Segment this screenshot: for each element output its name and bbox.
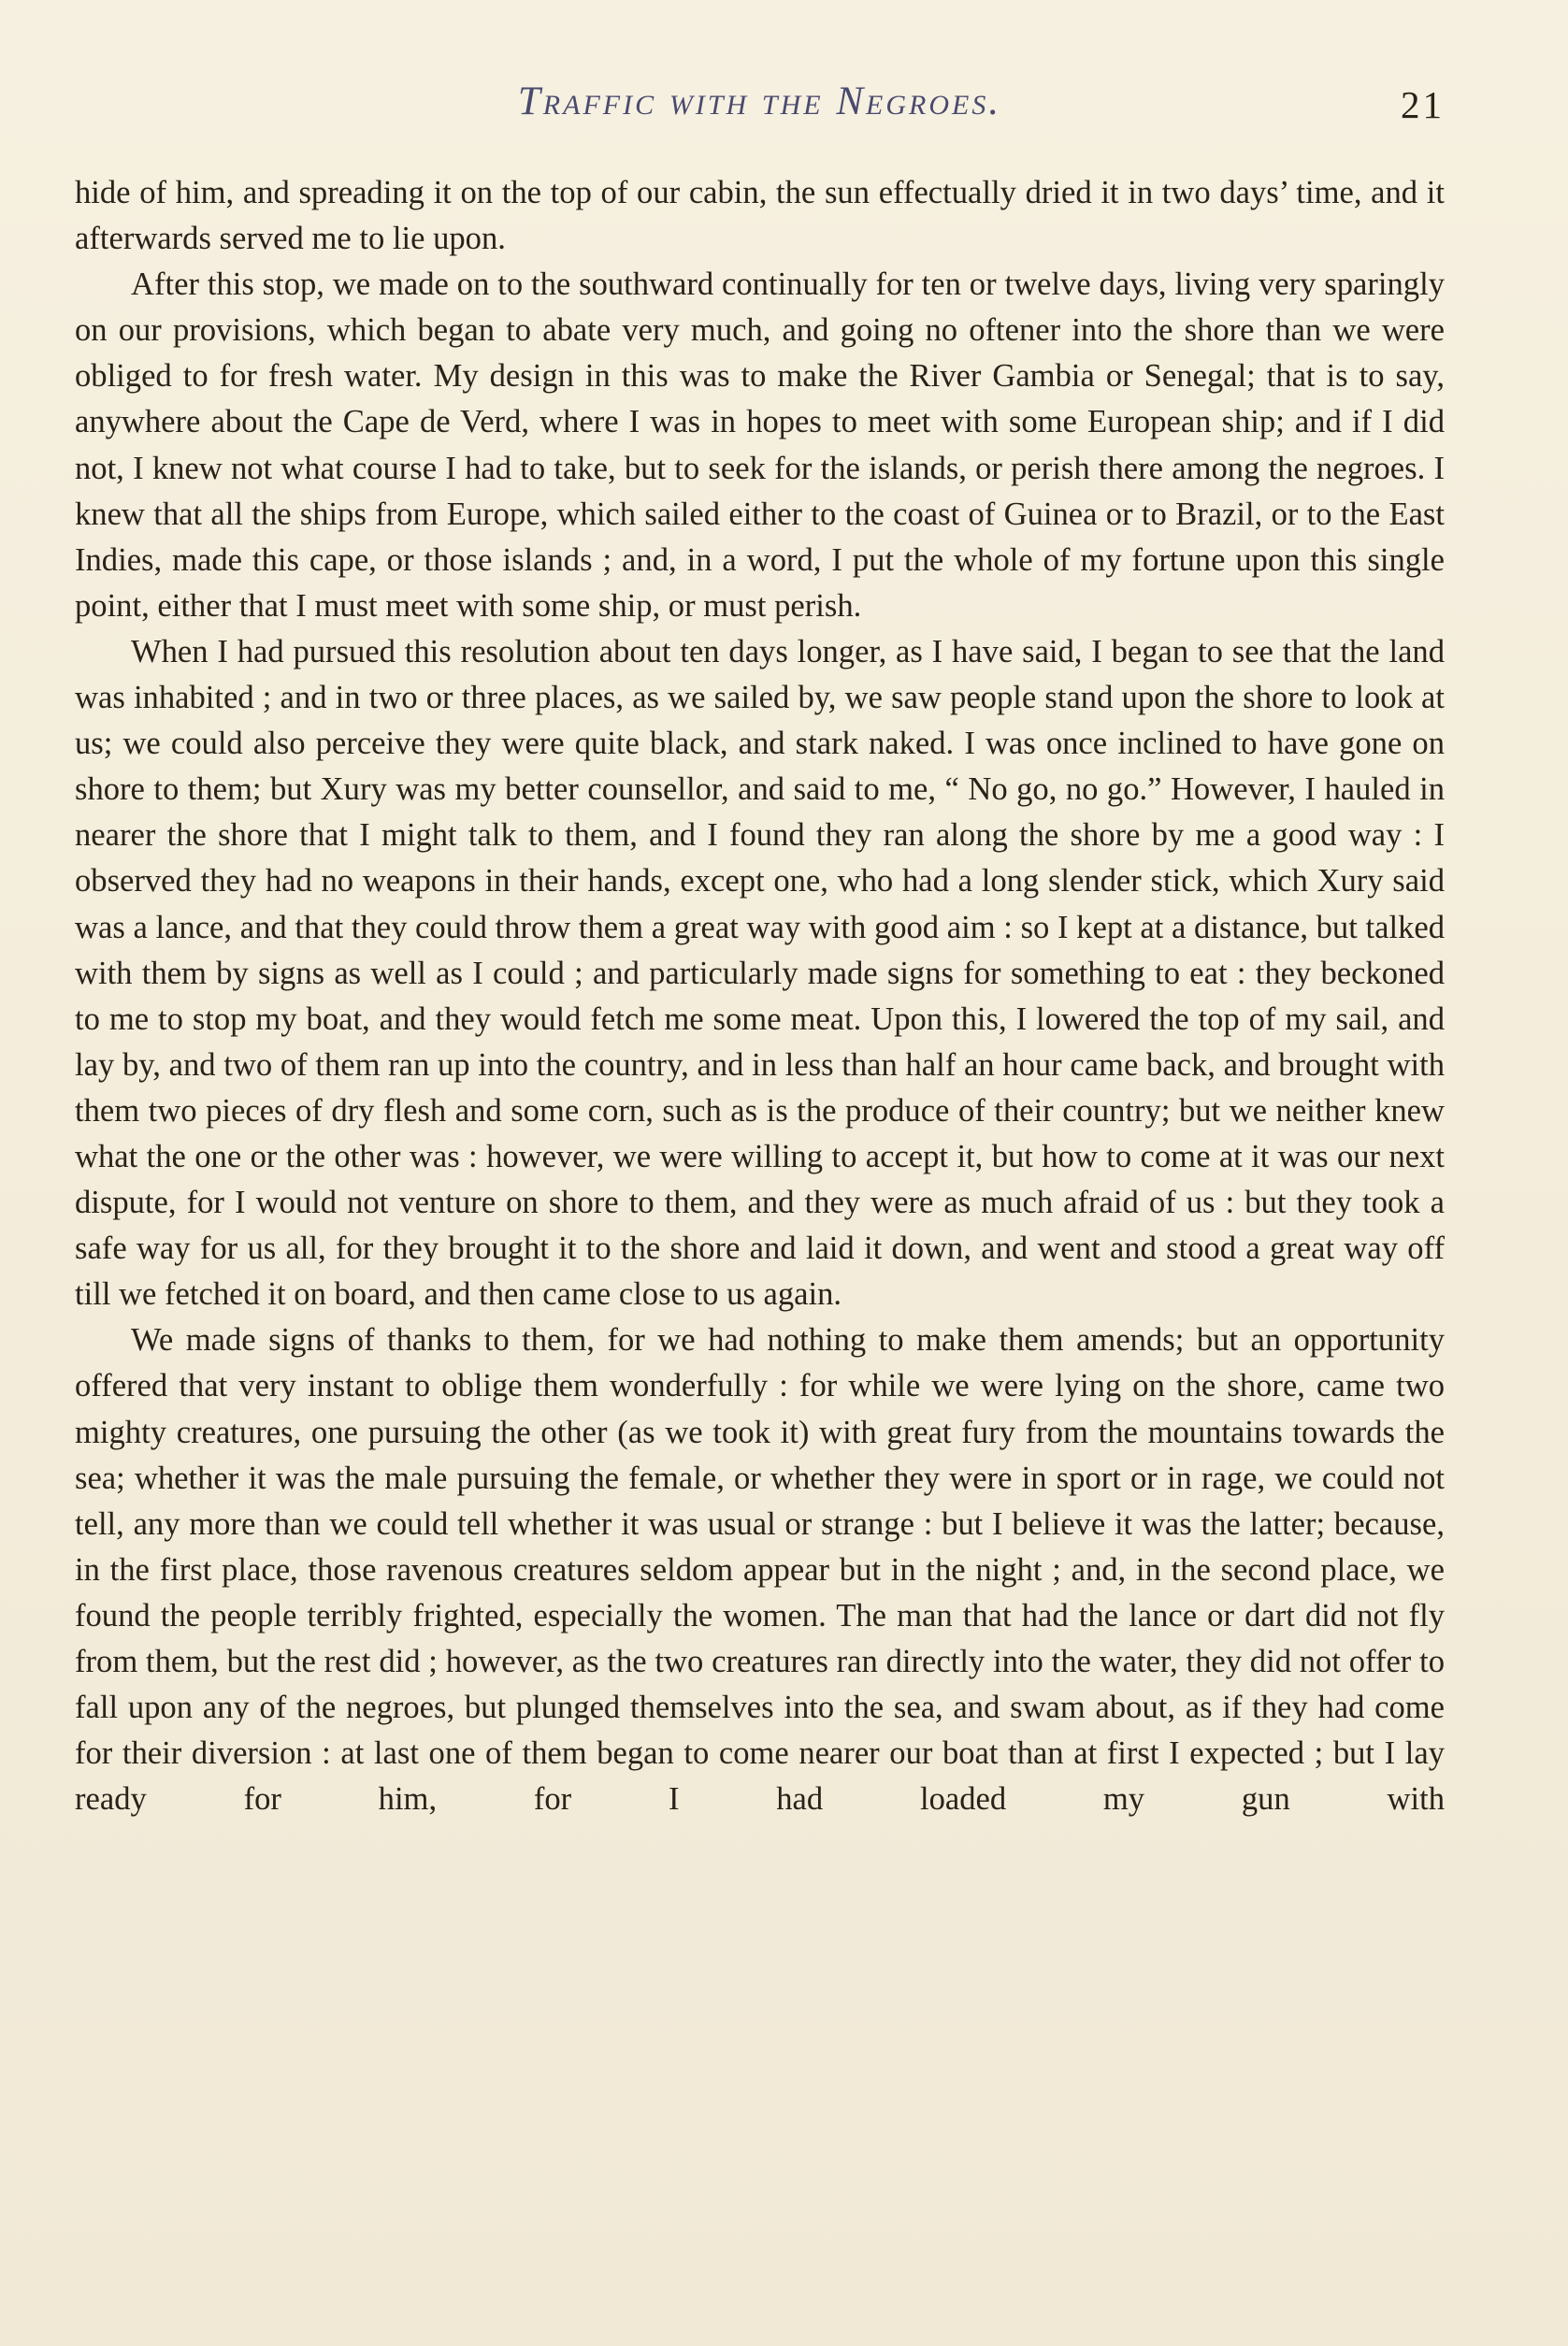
page-number: 21 [1401, 83, 1445, 126]
paragraph-4: We made signs of thanks to them, for we had nothing to make them amends; but an opportunity offered that very instant to oblige them wonderfully : for while we were lying on the shore, came two mighty creatures, one pursuing the other (as we took it) with great fury from the mountains towards the sea; whether it was the male pursuing the female, or whether they were in sport or in rage, we could not tell, any more than we could tell whether it was usual or strange : but I believe it was the latter; because, in the first place, those ravenous creatures seldom appear but in the night ; and, in the second place, we found the people terribly frighted, especially the women. The man that had the lance or dart did not fly from them, but the rest did ; however, as the two creatures ran directly into the water, they did not offer to fall upon any of the negroes, but plunged themselves into the sea, and swam about, as if they had come for their diversion : at last one of them began to come nearer our boat than at first I expected ; but I lay ready for him, for I had loaded my gun with [75, 1322, 1445, 1818]
paragraph-1: hide of him, and spreading it on the top of our cabin, the sun effectually dried it in two days’ time, and it afterwards served me to lie upon. [75, 175, 1445, 257]
running-title: Traffic with the Negroes. [517, 79, 1002, 123]
paragraph-2: After this stop, we made on to the southward continually for ten or twelve days, living very sparingly on our provisions, which began to abate very much, and going no oftener into the shore than we were obliged to for fresh water. My design in this was to make the River Gambia or Senegal; that is to say, anywhere about the Cape de Verd, where I was in hopes to meet with some European ship; and if I did not, I knew not what course I had to take, but to seek for the islands, or perish there among the negroes. I knew that all the ships from Europe, which sailed either to the coast of Guinea or to Brazil, or to the East Indies, made this cape, or those islands ; and, in a word, I put the whole of my fortune upon this single point, either that I must meet with some ship, or must perish. [75, 266, 1445, 624]
paragraph-3: When I had pursued this resolution about ten days longer, as I have said, I began to see that the land was inhabited ; and in two or three places, as we sailed by, we saw people stand upon the shore to look at us; we could also perceive they were quite black, and stark naked. I was once inclined to have gone on shore to them; but Xury was my better counsellor, and said to me, “ No go, no go.” However, I hauled in nearer the shore that I might talk to them, and I found they ran along the shore by me a good way : I observed they had no weapons in their hands, except one, who had a long slender stick, which Xury said was a lance, and that they could throw them a great way with good aim : so I kept at a distance, but talked with them by signs as well as I could ; and particularly made signs for something to eat : they beckoned to me to stop my boat, and they would fetch me some meat. Upon this, I lowered the top of my sail, and lay by, and two of them ran up into the country, and in less than half an hour came back, and brought with them two pieces of dry flesh and some corn, such as is the produce of their country; but we neither knew what the one or the other was : however, we were willing to accept it, but how to come at it was our next dispute, for I would not venture on shore to them, and they were as much afraid of us : but they took a safe way for us all, for they brought it to the shore and laid it down, and went and stood a great way off till we fetched it on board, and then came close to us again. [75, 633, 1445, 1313]
body-text [75, 170, 1445, 1822]
running-head [75, 79, 1445, 135]
